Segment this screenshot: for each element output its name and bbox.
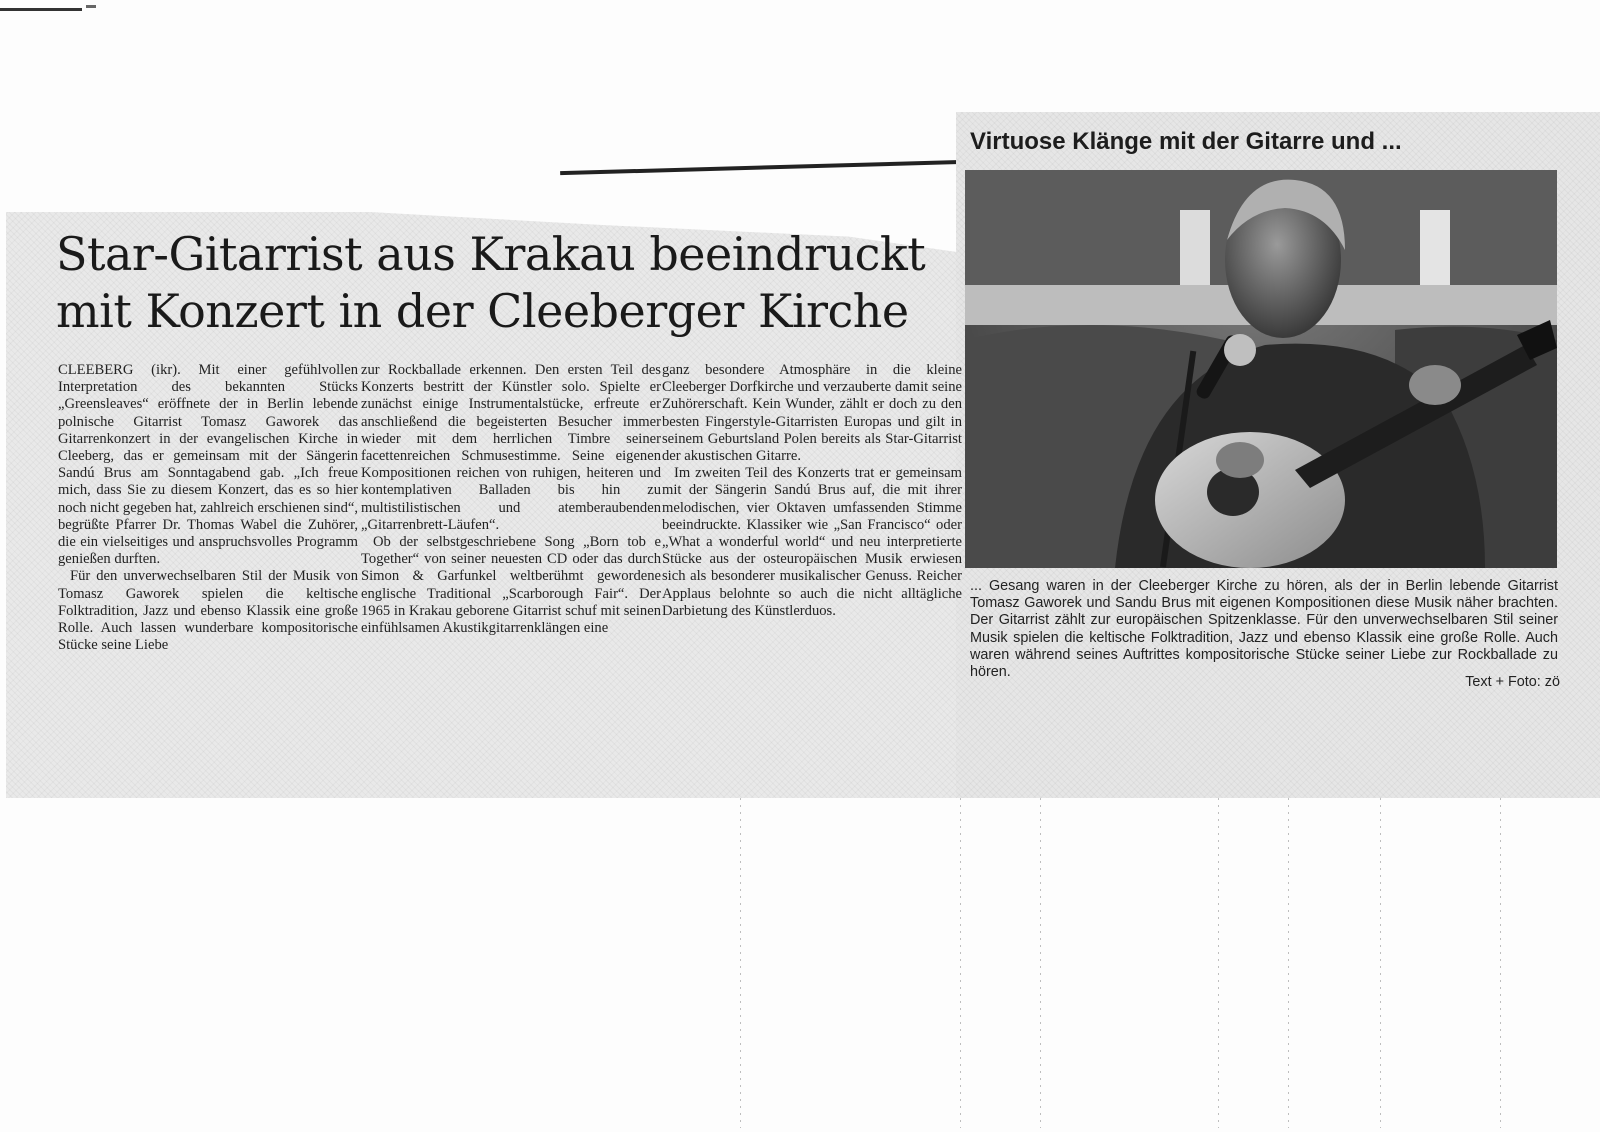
- scan-mark: [86, 5, 96, 8]
- article-paragraph: zur Rockballade erkennen. Den ersten Teil des Konzerts bestritt der Künstler solo. Spielte er zunächst einige Instrumentalstücke, erfreute er anschließend die begeisterten Besucher immer wieder mit dem herrlichen Timbre seiner facettenreichen Schmusestimme. Seine eigenen Kompositionen reichen von ruhigen, heiteren und kontemplativen Balladen bis hin zu multistilistischen und atemberaubenden „Gitarrenbrett-Läufen“.: [361, 362, 661, 533]
- article-headline: [56, 226, 936, 340]
- scan-mark: [0, 8, 82, 11]
- headline-line: mit Konzert in der Cleeberger Kirche: [56, 284, 909, 338]
- article-column-3: [662, 362, 962, 620]
- scan-artifacts: [0, 798, 1600, 1132]
- article-column-2: [361, 362, 661, 637]
- photo-caption: ... Gesang waren in der Cleeberger Kirche zu hören, als der in Berlin lebende Gitarrist Tomasz Gaworek und Sandu Brus mit eigenen Kompositionen diese Musik näher brachten. Der Gitarrist zählt zur europäischen Spitzenklasse. Für den unverwechselbaren Stil seiner Musik spielen die keltische Folktradition, Jazz und ebenso Klassik eine große Rolle. Auch waren während seines Auftrittes kompositorische Stücke seiner Liebe zur Rockballade zu hören.: [970, 578, 1558, 681]
- photo-credit: Text + Foto: zö: [1465, 674, 1560, 690]
- article-paragraph: ganz besondere Atmosphäre in die kleine Cleeberger Dorfkirche und verzauberte damit seine Zuhörerschaft. Kein Wunder, zählt er doch zu den besten Fingerstyle-Gitarristen Europas und gilt in seinem Geburtsland Polen bereits als Star-Gitarrist der akustischen Gitarre.: [662, 362, 962, 465]
- article-paragraph: Im zweiten Teil des Konzerts trat er gemeinsam mit der Sängerin Sandú Brus auf, die mit ihrer melodischen, vier Oktaven umfassenden Stimme beeindruckte. Klassiker wie „San Francisco“ oder „What a wonderful world“ und neu interpretierte Stücke aus der osteuropäischen Musik erwiesen sich als besonderer musikalischer Genuss. Reicher Applaus belohnte so auch die nicht alltägliche Darbietung des Künstlerduos.: [662, 465, 962, 619]
- headline-line: Star-Gitarrist aus Krakau beeindruckt: [56, 227, 926, 281]
- article-paragraph: CLEEBERG (ikr). Mit einer gefühlvollen Interpretation des bekannten Stücks „Greensleaves“ eröffnete der in Berlin lebende polnische Gitarrist Tomasz Gaworek das Gitarrenkonzert in der evangelischen Kirche in Cleeberg, das er gemeinsam mit der Sängerin Sandú Brus am Sonntagabend gab. „Ich freue mich, dass Sie zu diesem Konzert, das es so hier noch nicht gegeben hat, zahlreich erschienen sind“, begrüßte Pfarrer Dr. Thomas Wabel die Zuhörer, die ein vielseitiges und anspruchsvolles Programm genießen durften.: [58, 362, 358, 568]
- clipping-edge: [560, 160, 960, 175]
- article-column-1: [58, 362, 358, 654]
- guitarist-photo: [965, 170, 1557, 568]
- article-paragraph: Ob der selbstgeschriebene Song „Born tob e Together“ von seiner neuesten CD oder das durch Simon & Garfunkel weltberühmt gewordene englische Traditional „Scarborough Fair“. Der 1965 in Krakau geborene Gitarrist schuf mit seinen einfühlsamen Akustikgitarrenklängen eine: [361, 534, 661, 637]
- photo-title: Virtuose Klänge mit der Gitarre und ...: [970, 128, 1402, 155]
- article-paragraph: Für den unverwechselbaren Stil der Musik von Tomasz Gaworek spielen die keltische Folktradition, Jazz und ebenso Klassik eine große Rolle. Auch lassen wunderbare kompositorische Stücke seine Liebe: [58, 568, 358, 654]
